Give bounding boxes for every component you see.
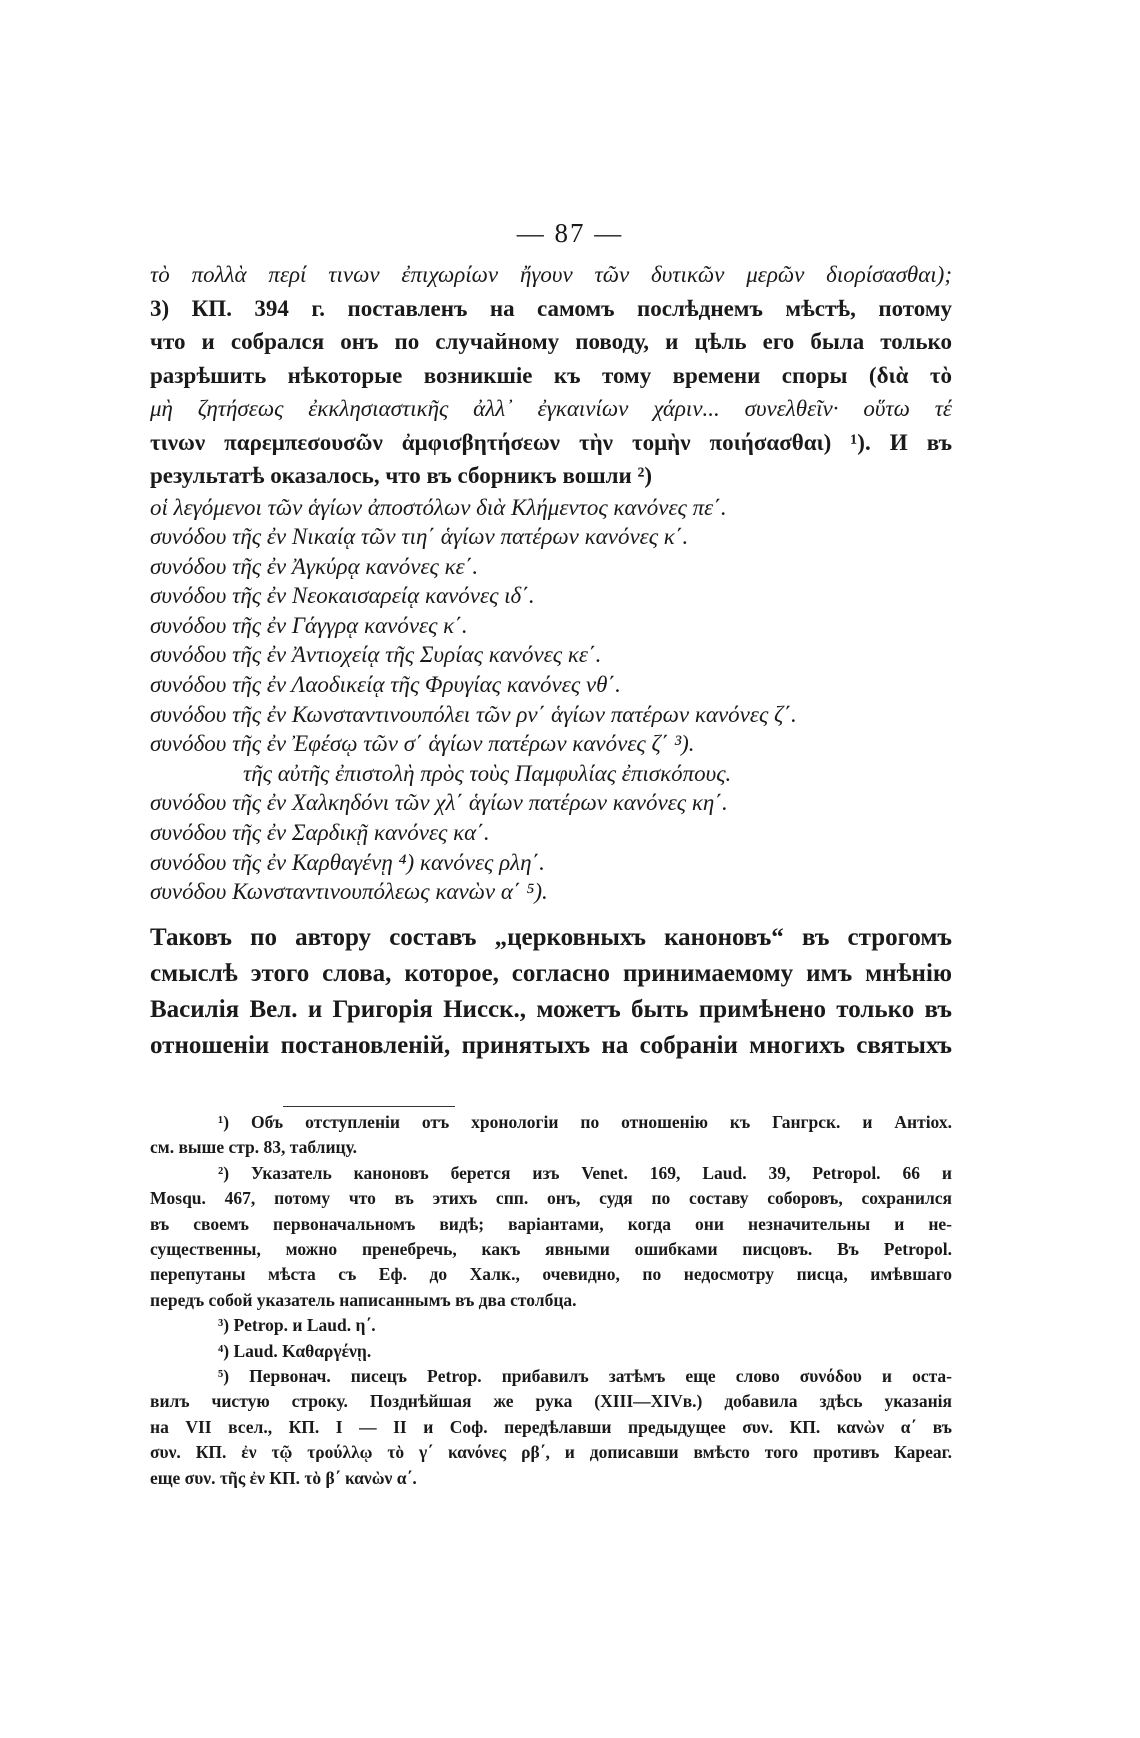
footnote-line: συν. КП. ἐν τῷ τρούλλῳ τὸ γ΄ κανόνες ρβ΄, и дописавши вмѣсто того противъ Кареаг. xyxy=(150,1442,952,1463)
canon-list-item: συνόδου τῆς ἐν Λαοδικείᾳ τῆς Φρυγίας κανόνες νθ΄. xyxy=(150,672,621,698)
footnote-line: вилъ чистую строку. Позднѣйшая же рука (XIII—XIVв.) добавила здѣсь указанія xyxy=(150,1391,952,1412)
canon-list-item: συνόδου τῆς ἐν Ἀντιοχείᾳ τῆς Συρίας κανόνες κε΄. xyxy=(150,642,602,668)
text-line: τὸ πολλὰ περί τινων ἐπιχωρίων ἤγουν τῶν δυτικῶν μερῶν διορίσασθαι); xyxy=(150,262,952,287)
canon-list-item: τῆς αὐτῆς ἐπιστολὴ πρὸς τοὺς Παμφυλίας ἐπισκόπους. xyxy=(243,760,732,786)
canon-list-item: συνόδου τῆς ἐν Νεοκαισαρείᾳ κανόνες ιδ΄. xyxy=(150,583,535,609)
canon-list-item: συνόδου τῆς ἐν Χαλκηδόνι τῶν χλ΄ ἁγίων πατέρων κανόνες κη΄. xyxy=(150,790,728,816)
text-line: смыслѣ этого слова, которое, согласно принимаемому имъ мнѣнію xyxy=(150,959,952,987)
text-line: отношеніи постановленій, принятыхъ на собраніи многихъ святыхъ xyxy=(150,1031,952,1059)
footnote-line: передъ собой указатель написаннымъ въ два столбца. xyxy=(150,1289,577,1310)
page-number: — 87 — xyxy=(516,218,624,248)
footnote-line: Mosqu. 467, потому что въ этихъ спп. онъ, судя по составу соборовъ, сохранился xyxy=(150,1188,952,1209)
text-line: что и собрался онъ по случайному поводу, и цѣль его была только xyxy=(150,329,952,354)
text-line: Таковъ по автору составъ „церковныхъ каноновъ“ въ строгомъ xyxy=(150,923,952,951)
text-line: μὴ ζητήσεως ἐκκλησιαστικῆς ἀλλ᾽ ἐγκαινίων χάριν... συνελθεῖν· οὕτω τέ xyxy=(150,396,952,421)
canon-list-item: συνόδου τῆς ἐν Καρθαγένῃ ⁴) κανόνες ρλη΄. xyxy=(150,849,545,875)
canon-list-item: συνόδου τῆς ἐν Νικαίᾳ τῶν τιη΄ ἁγίων πατέρων κανόνες κ΄. xyxy=(150,524,689,550)
footnote-2 xyxy=(150,1161,952,1313)
footnote-divider xyxy=(283,1106,455,1107)
text-line: τινων παρεμπεσουσῶν ἀμφισβητήσεων τὴν τομὴν ποιήσασθαι) ¹). И въ xyxy=(150,429,952,455)
canon-list-item: οἱ λεγόμενοι τῶν ἁγίων ἀποστόλων διὰ Κλήμεντος κανόνες πε΄. xyxy=(150,494,727,520)
footnote-4 xyxy=(150,1339,952,1364)
text-line: 3) КП. 394 г. поставленъ на самомъ послѣднемъ мѣстѣ, потому xyxy=(150,295,952,321)
footnote-line: въ своемъ первоначальномъ видѣ; варіантами, когда они незначительны и не- xyxy=(150,1213,952,1234)
canon-list-item: συνόδου τῆς ἐν Σαρδικῇ κανόνες κα΄. xyxy=(150,820,490,846)
footnote-line: на VII всел., КП. I — II и Соф. передѣлавши предыдущее συν. КП. κανὼν α΄ въ xyxy=(150,1416,952,1437)
footnote-1 xyxy=(150,1110,952,1161)
footnote-line: ¹) Объ отступленіи отъ хронологіи по отношенію къ Гангрск. и Антіох. xyxy=(218,1112,952,1132)
footnote-line: ⁴) Laud. Καθαργένῃ. xyxy=(218,1340,372,1361)
footnotes xyxy=(150,1110,952,1491)
paragraph-1 xyxy=(150,258,952,493)
canon-list-item: συνόδου Κωνσταντινουπόλεως κανὼν α΄ ⁵). xyxy=(150,879,548,905)
paragraph-2 xyxy=(150,920,952,1064)
canon-list xyxy=(150,493,952,907)
footnote-5 xyxy=(150,1364,952,1491)
canon-list-item: συνόδου τῆς ἐν Κωνσταντινουπόλει τῶν ρν΄ ἁγίων πατέρων κανόνες ζ΄. xyxy=(150,701,797,727)
main-text xyxy=(150,258,952,1064)
footnote-line: ⁵) Первонач. писецъ Petrop. прибавилъ затѣмъ еще слово συνόδου и оста- xyxy=(218,1366,952,1387)
footnote-line: ³) Petrop. и Laud. η΄. xyxy=(218,1315,376,1336)
footnote-line: см. выше стр. 83, таблицу. xyxy=(150,1137,358,1158)
text-line: разрѣшить нѣкоторые возникшіе къ тому времени споры (διὰ τὸ xyxy=(150,362,952,388)
canon-list-item: συνόδου τῆς ἐν Γάγγρᾳ κανόνες κ΄. xyxy=(150,612,468,638)
footnote-3 xyxy=(150,1313,952,1338)
footnote-line: перепутаны мѣста съ Еф. до Халк., очевидно, по недосмотру писца, имѣвшаго xyxy=(150,1264,952,1285)
footnote-line: ²) Указатель каноновъ берется изъ Venet. 169, Laud. 39, Petropol. 66 и xyxy=(218,1162,952,1183)
text-line: результатѣ оказалось, что въ сборникъ вошли ²) xyxy=(150,463,653,488)
canon-list-item: συνόδου τῆς ἐν Ἀγκύρᾳ κανόνες κε΄. xyxy=(150,553,479,579)
canon-list-item: συνόδου τῆς ἐν Ἐφέσῳ τῶν σ΄ ἁγίων πατέρων κανόνες ζ΄ ³). xyxy=(150,731,695,757)
footnote-line: еще συν. τῆς ἐν КП. τὸ β΄ κανὼν α΄. xyxy=(150,1467,417,1488)
text-line: Василія Вел. и Григорія Нисск., можетъ быть примѣнено только въ xyxy=(150,995,952,1023)
footnote-line: существенны, можно пренебречь, какъ явными ошибками писцовъ. Въ Petropol. xyxy=(150,1239,952,1260)
